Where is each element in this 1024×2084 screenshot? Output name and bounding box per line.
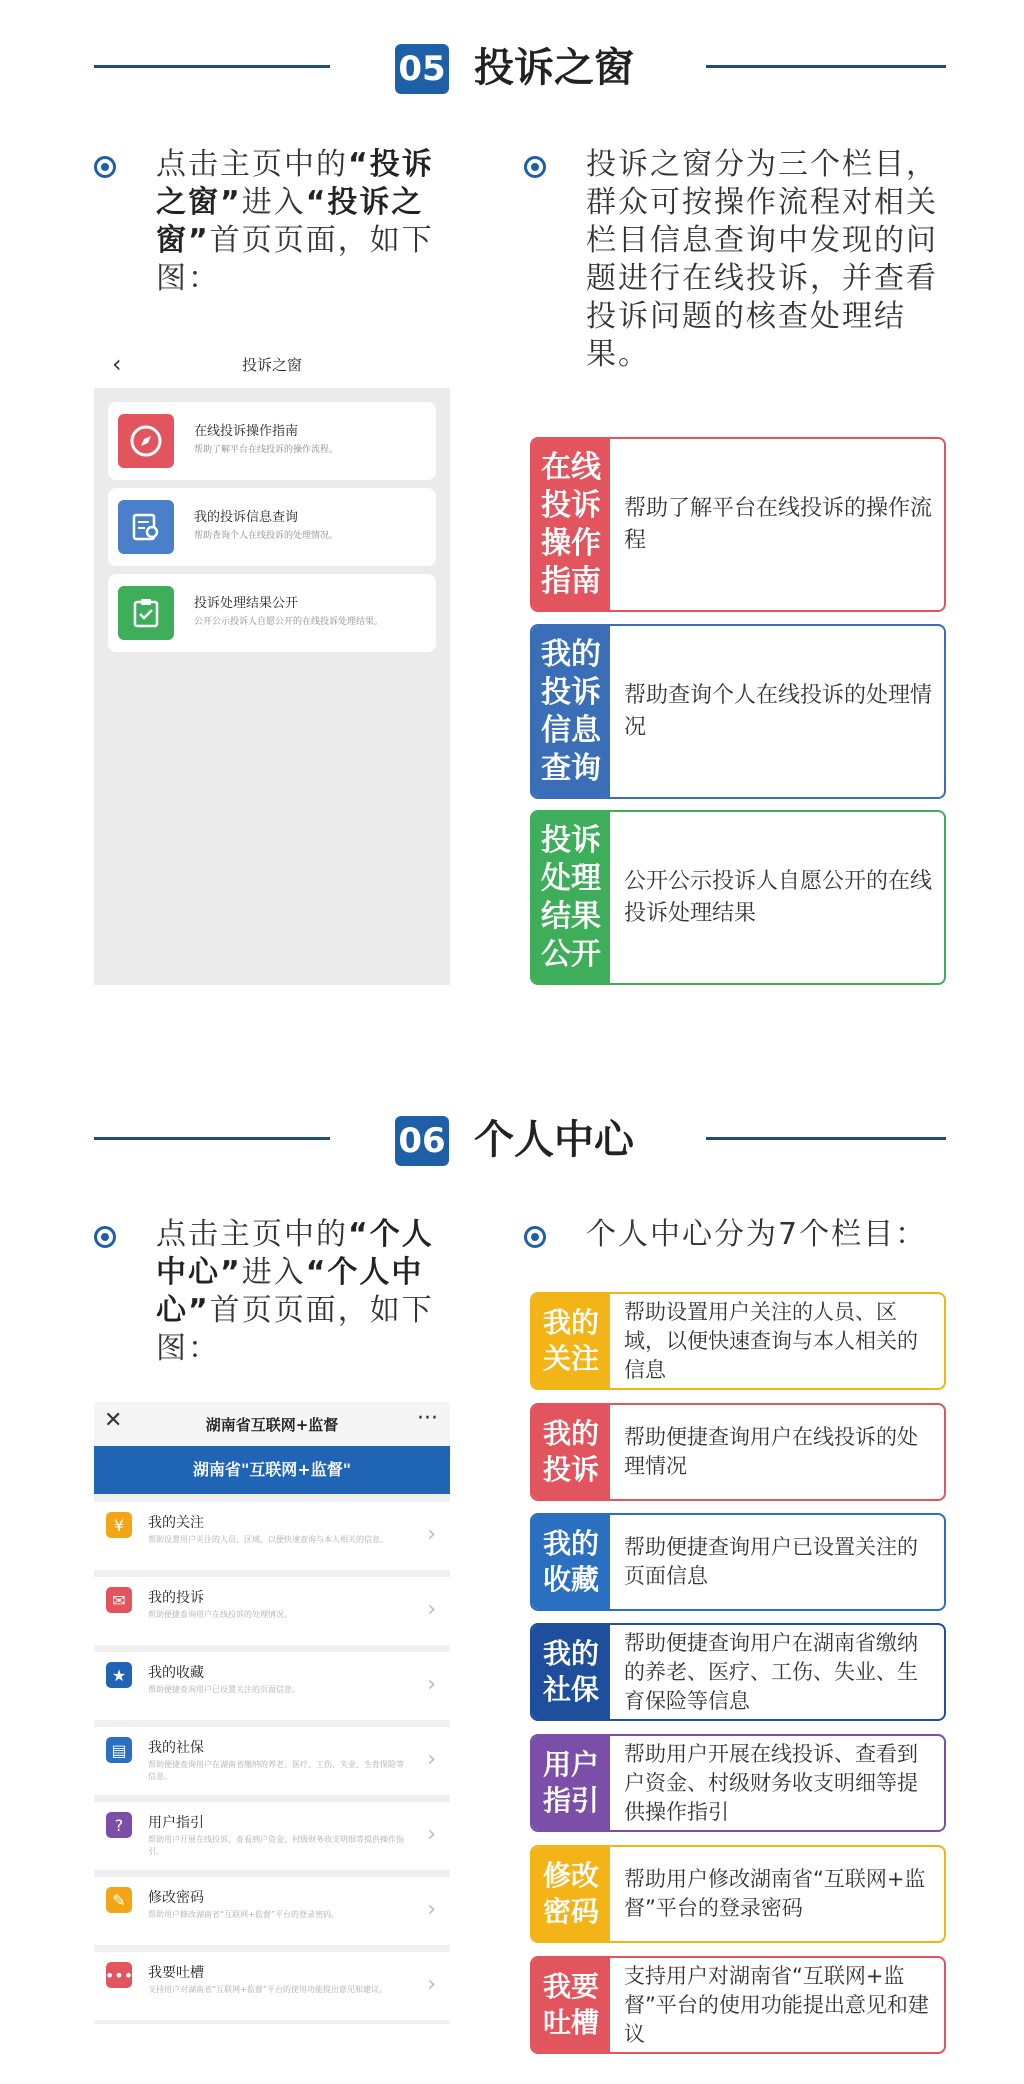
complaint-item-card [530, 810, 946, 985]
item-text: 支持用户对湖南省“互联网+监督”平台的使用功能提出意见和建议 [624, 1963, 929, 2046]
section-title: 个人中心 [474, 1117, 634, 1163]
menu-row-desc: 帮助设置用户关注的人员、区域，以便快速查询与本人相关的信息。 [148, 1535, 388, 1544]
item-label: 我的关注 [532, 1294, 610, 1388]
item-label: 我的收藏 [532, 1515, 610, 1609]
intro-right-05: 投诉之窗分为三个栏目，群众可按操作流程对相关栏目信息查询中发现的问题进行在线投诉，并查看投诉问题的核查处理结果。 [586, 147, 938, 372]
menu-row[interactable] [94, 1652, 450, 1720]
chevron-right-icon: › [427, 1672, 436, 1697]
bullet-icon [94, 156, 116, 178]
star-icon: ★ [106, 1662, 132, 1688]
menu-row[interactable] [94, 1502, 450, 1570]
phone-nav-title: 投诉之窗 [241, 356, 302, 374]
complaint-icon: ✉ [106, 1587, 132, 1613]
menu-row-title: 用户指引 [148, 1815, 204, 1831]
item-label: 我的投诉信息查询 [532, 626, 610, 797]
personal-item-card [530, 1845, 946, 1943]
feedback-icon: ••• [106, 1962, 132, 1988]
phone-nav-bar [94, 340, 450, 388]
personal-item-card [530, 1734, 946, 1832]
header-rule-left [94, 65, 330, 68]
menu-row-desc: 帮助便捷查询用户已设置关注的页面信息。 [148, 1685, 300, 1694]
clipboard-check-icon [118, 586, 174, 640]
social-security-icon: ▤ [106, 1737, 132, 1763]
phone-screenshot-complaint-window [94, 340, 450, 985]
item-text: 帮助便捷查询用户在线投诉的处理情况 [624, 1425, 918, 1478]
item-text: 帮助便捷查询用户已设置关注的页面信息 [624, 1535, 918, 1588]
menu-row-desc: 帮助便捷查询用户在湖南省缴纳的养老、医疗、工伤、失业、生育保险等信息。 [148, 1760, 404, 1781]
complaint-item-card [530, 624, 946, 799]
edit-password-icon: ✎ [106, 1887, 132, 1913]
complaint-item-card [530, 437, 946, 612]
item-label: 修改密码 [532, 1847, 610, 1941]
chevron-right-icon: › [427, 1522, 436, 1547]
phone-card-query[interactable] [108, 488, 436, 566]
item-label: 用户指引 [532, 1736, 610, 1830]
phone-card-results[interactable] [108, 574, 436, 652]
personal-item-card [530, 1623, 946, 1721]
header-rule-left [94, 1137, 330, 1140]
menu-row-title: 我的关注 [148, 1515, 204, 1531]
bullet-icon [524, 1226, 546, 1248]
section-05-header [0, 36, 1024, 96]
item-text: 帮助便捷查询用户在湖南省缴纳的养老、医疗、工伤、失业、生育保险等信息 [624, 1630, 918, 1713]
intro-left-05: 点击主页中的“投诉之窗”进入“投诉之窗”首页页面，如下图： [156, 147, 434, 296]
card-desc: 帮助查询个人在线投诉的处理情况。 [194, 531, 339, 541]
item-text: 帮助用户修改湖南省“互联网+监督”平台的登录密码 [624, 1867, 926, 1920]
item-text: 帮助设置用户关注的人员、区域，以便快速查询与本人相关的信息 [624, 1299, 918, 1382]
menu-row-desc: 帮助用户开展在线投诉、查看到户资金、村级财务收支明细等提供操作指引。 [148, 1835, 404, 1856]
section-number: 06 [395, 1116, 449, 1166]
phone-banner: 湖南省"互联网+监督" [94, 1446, 450, 1494]
chevron-right-icon: › [427, 1822, 436, 1847]
card-desc: 公开公示投诉人自愿公开的在线投诉处理结果。 [194, 617, 384, 627]
star-coin-icon: ¥ [106, 1512, 132, 1538]
chevron-right-icon: › [427, 1597, 436, 1622]
card-desc: 帮助了解平台在线投诉的操作流程。 [194, 445, 339, 455]
card-title: 我的投诉信息查询 [194, 510, 299, 525]
search-doc-icon [118, 500, 174, 554]
question-icon: ? [106, 1812, 132, 1838]
section-title: 投诉之窗 [474, 45, 634, 91]
menu-row-title: 我的收藏 [148, 1665, 204, 1681]
back-icon[interactable]: ‹ [112, 350, 122, 378]
phone-top-title: 湖南省互联网+监督 [205, 1416, 339, 1434]
personal-item-card [530, 1956, 946, 2054]
item-label: 我要吐槽 [532, 1958, 610, 2052]
personal-item-card [530, 1513, 946, 1611]
phone-screenshot-personal-center [94, 1402, 450, 2024]
item-label: 投诉处理结果公开 [532, 812, 610, 983]
menu-row-title: 我的投诉 [148, 1590, 204, 1606]
compass-icon [118, 414, 174, 468]
personal-item-card [530, 1403, 946, 1501]
more-icon[interactable]: ··· [417, 1406, 438, 1431]
menu-row-title: 我的社保 [148, 1740, 204, 1756]
menu-row[interactable] [94, 1577, 450, 1645]
item-text: 帮助了解平台在线投诉的操作流程 [624, 495, 933, 553]
chevron-right-icon: › [427, 1897, 436, 1922]
item-text: 帮助查询个人在线投诉的处理情况 [624, 682, 933, 740]
item-label: 我的投诉 [532, 1405, 610, 1499]
menu-row-desc: 帮助便捷查询用户在线投诉的处理情况。 [148, 1610, 292, 1619]
bullet-icon [524, 156, 546, 178]
item-label: 在线投诉操作指南 [532, 439, 610, 610]
menu-row[interactable] [94, 1802, 450, 1870]
section-06-header [0, 1108, 1024, 1168]
chevron-right-icon: › [427, 1972, 436, 1997]
card-title: 投诉处理结果公开 [194, 596, 299, 611]
section-number: 05 [395, 44, 449, 94]
menu-row-title: 修改密码 [148, 1890, 204, 1906]
header-rule-right [706, 1137, 946, 1140]
personal-item-card [530, 1292, 946, 1390]
bullet-icon [94, 1226, 116, 1248]
header-rule-right [706, 65, 946, 68]
menu-row[interactable] [94, 1877, 450, 1945]
intro-left-06: 点击主页中的“个人中心”进入“个人中心”首页页面，如下图： [156, 1217, 434, 1366]
item-text: 公开公示投诉人自愿公开的在线投诉处理结果 [624, 868, 933, 926]
chevron-right-icon: › [427, 1747, 436, 1772]
card-title: 在线投诉操作指南 [194, 424, 299, 439]
phone-card-guide[interactable] [108, 402, 436, 480]
menu-row-desc: 支持用户对湖南省“互联网+监督”平台的使用功能提出意见和建议。 [148, 1985, 387, 1994]
intro-right-06: 个人中心分为7个栏目： [586, 1217, 928, 1252]
menu-row-desc: 帮助用户修改湖南省“互联网+监督”平台的登录密码。 [148, 1910, 339, 1919]
item-label: 我的社保 [532, 1625, 610, 1719]
close-icon[interactable]: ✕ [104, 1408, 123, 1433]
menu-row-title: 我要吐槽 [148, 1965, 204, 1981]
item-text: 帮助用户开展在线投诉、查看到户资金、村级财务收支明细等提供操作指引 [624, 1741, 918, 1824]
menu-row[interactable] [94, 1727, 450, 1795]
menu-row[interactable] [94, 1952, 450, 2020]
phone-top-bar [94, 1402, 450, 1446]
